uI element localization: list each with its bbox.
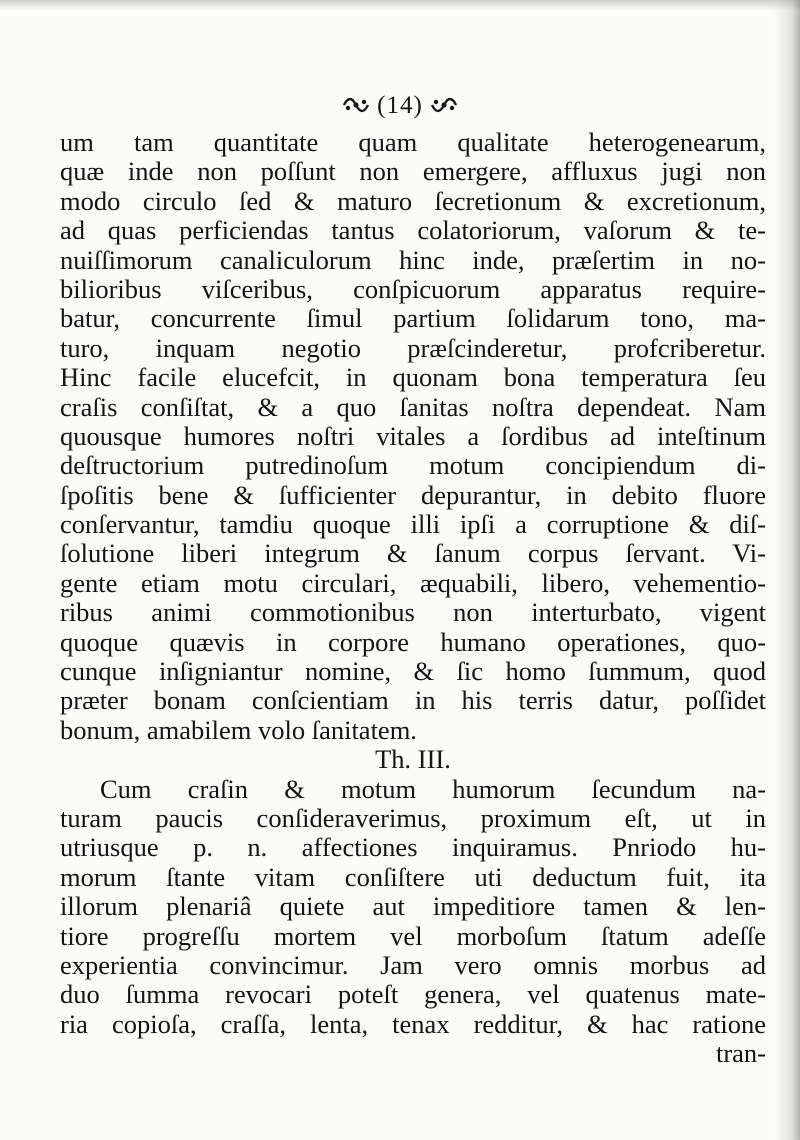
text-line: ſolutione liberi integrum & ſanum corpus ſervant. Vi- bbox=[60, 538, 766, 569]
text-line: Cum craſin & motum humorum ſecundum na- bbox=[100, 773, 766, 804]
text-line: quousque humores noſtri vitales a ſordibus ad inteſtinum bbox=[60, 420, 766, 451]
text-line: craſis conſiſtat, & a quo ſanitas noſtra dependeat. Nam bbox=[60, 391, 766, 422]
text-line: experientia convincimur. Jam vero omnis morbus ad bbox=[60, 949, 766, 980]
body-text bbox=[60, 128, 766, 1069]
page-header bbox=[0, 92, 800, 120]
text-line: ad quas perficiendas tantus colatoriorum, vaſorum & te- bbox=[60, 215, 766, 246]
text-line: quæ inde non poſſunt non emergere, affluxus jugi non bbox=[60, 156, 766, 187]
ornament-right-icon bbox=[430, 95, 458, 115]
text-line: illorum plenariâ quiete aut impeditiore tamen & len- bbox=[60, 891, 766, 922]
text-line: duo ſumma revocari poteſt genera, vel quatenus mate- bbox=[60, 979, 766, 1010]
catchword: tran- bbox=[715, 1038, 766, 1069]
text-line: utriusque p. n. affectiones inquiramus. Pnriodo hu- bbox=[60, 832, 766, 863]
text-line: bilioribus viſceribus, conſpicuorum apparatus require- bbox=[60, 273, 766, 304]
text-line: deſtructorium putredinoſum motum concipiendum di- bbox=[60, 450, 766, 481]
text-line: quoque quævis in corpore humano operationes, quo- bbox=[60, 626, 766, 657]
page-edge-shadow bbox=[774, 0, 800, 1140]
page-top-shadow bbox=[0, 0, 800, 10]
text-line: turo, inquam negotio præſcinderetur, profcriberetur. bbox=[60, 332, 766, 363]
text-line: nuiſſimorum canaliculorum hinc inde, præſertim in no- bbox=[60, 244, 766, 275]
section-heading: Th. III. bbox=[375, 744, 451, 775]
text-line: cunque inſigniantur nomine, & ſic homo ſummum, quod bbox=[60, 656, 766, 687]
text-line: ſpoſitis bene & ſufficienter depurantur, in debito fluore bbox=[60, 479, 766, 510]
text-line: ribus animi commotionibus non interturbato, vigent bbox=[60, 597, 766, 628]
text-line: batur, concurrente ſimul partium ſolidarum tono, ma- bbox=[60, 303, 766, 334]
text-line: ria copioſa, craſſa, lenta, tenax redditur, & hac ratione bbox=[60, 1008, 766, 1039]
text-line: tiore progreſſu mortem vel morboſum ſtatum adeſſe bbox=[60, 920, 766, 951]
page-number: (14) bbox=[377, 92, 423, 119]
text-line: um tam quantitate quam qualitate heterogenearum, bbox=[60, 127, 766, 157]
text-line: modo circulo ſed & maturo ſecretionum & excretionum, bbox=[60, 185, 766, 216]
ornament-left-icon bbox=[342, 95, 370, 115]
text-line: præter bonam conſcientiam in his terris datur, poſſidet bbox=[60, 685, 766, 716]
text-line: Hinc facile elucefcit, in quonam bona temperatura ſeu bbox=[60, 362, 766, 393]
text-line: turam paucis conſideraverimus, proximum eſt, ut in bbox=[60, 802, 766, 833]
text-line: bonum, amabilem volo ſanitatem. bbox=[60, 714, 417, 745]
text-line: morum ſtante vitam conſiſtere uti deductum fuit, ita bbox=[60, 861, 766, 892]
text-line: conſervantur, tamdiu quoque illi ipſi a corruptione & diſ- bbox=[60, 509, 766, 540]
text-line: gente etiam motu circulari, æquabili, libero, vehementio- bbox=[60, 567, 766, 598]
